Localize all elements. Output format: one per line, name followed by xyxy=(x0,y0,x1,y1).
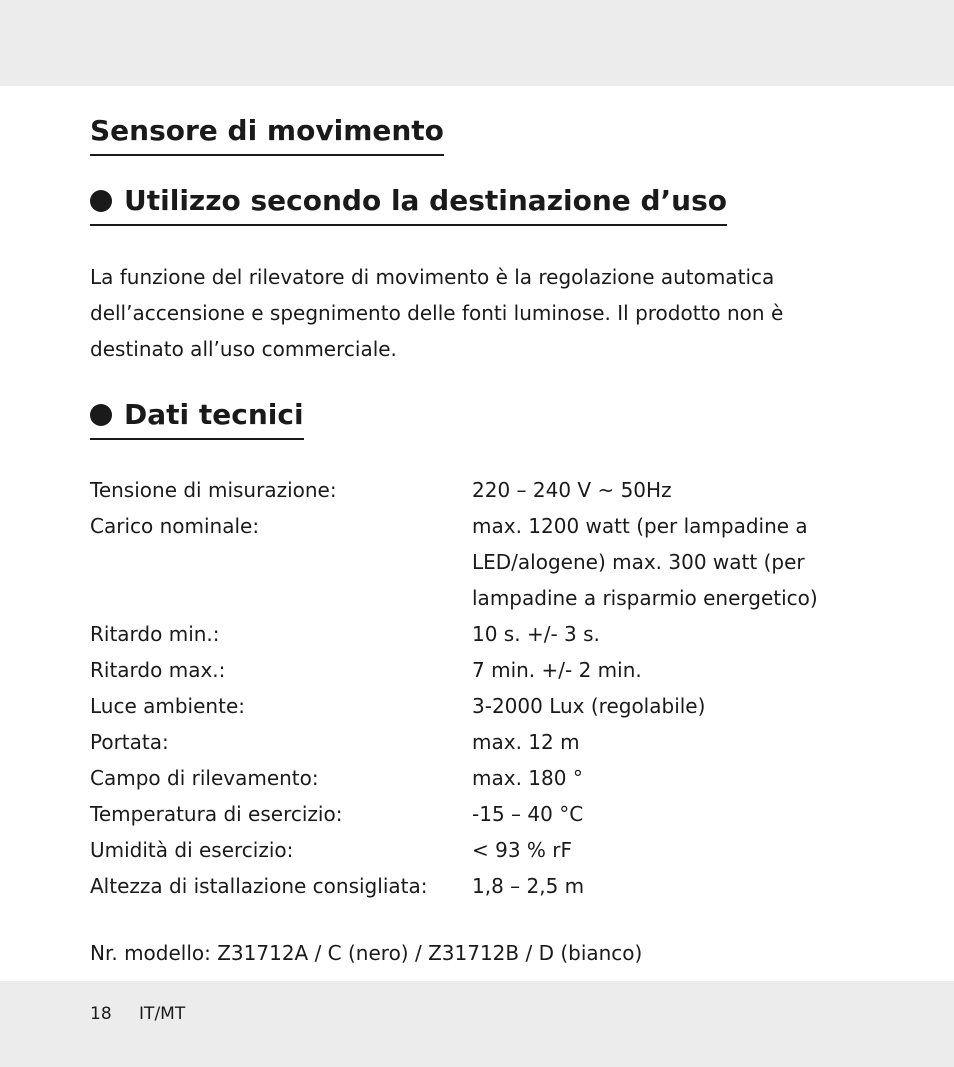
page-footer xyxy=(90,1001,185,1027)
spec-label: Campo di rilevamento: xyxy=(90,766,319,790)
spec-label: Luce ambiente: xyxy=(90,694,245,718)
spec-value: < 93 % rF xyxy=(472,838,573,862)
spec-value: 1,8 – 2,5 m xyxy=(472,874,585,898)
section-heading-intended-use xyxy=(90,182,727,226)
spec-value: 10 s. +/- 3 s. xyxy=(472,622,600,646)
spec-label: Ritardo min.: xyxy=(90,622,220,646)
spec-label: Carico nominale: xyxy=(90,514,260,538)
header-band xyxy=(0,0,954,86)
spec-value: -15 – 40 °C xyxy=(472,802,584,826)
spec-row xyxy=(90,868,880,904)
section-heading-label: Dati tecnici xyxy=(124,398,304,431)
spec-row xyxy=(90,724,880,760)
spec-row xyxy=(90,760,880,796)
spec-row xyxy=(90,796,880,832)
spec-value: max. 1200 watt (per lampadine a LED/alogene) max. 300 watt (per lampadine a risparmio energetico) xyxy=(472,514,818,610)
spec-row xyxy=(90,472,880,508)
spec-label: Altezza di istallazione consigliata: xyxy=(90,874,428,898)
language-code: IT/MT xyxy=(139,1004,186,1024)
bullet-icon xyxy=(90,190,112,212)
spec-value: 7 min. +/- 2 min. xyxy=(472,658,642,682)
spec-row xyxy=(90,688,880,724)
spec-value: max. 180 ° xyxy=(472,766,583,790)
spec-label: Umidità di esercizio: xyxy=(90,838,294,862)
spec-value: 3-2000 Lux (regolabile) xyxy=(472,694,706,718)
spec-label: Temperatura di esercizio: xyxy=(90,802,343,826)
spec-label: Ritardo max.: xyxy=(90,658,226,682)
spec-value: 220 – 240 V ~ 50Hz xyxy=(472,478,672,502)
spec-row xyxy=(90,616,880,652)
intended-use-paragraph: La funzione del rilevatore di movimento è la regolazione automatica dell’accensione e spegnimento delle fonti luminose. Il prodotto non è destinato all’uso commerciale. xyxy=(90,265,784,361)
spec-label: Portata: xyxy=(90,730,169,754)
page-number: 18 xyxy=(90,1004,112,1024)
spec-row xyxy=(90,832,880,868)
section-heading-label: Utilizzo secondo la destinazione d’uso xyxy=(124,184,728,217)
spec-row xyxy=(90,652,880,688)
page-title: Sensore di movimento xyxy=(90,112,444,156)
spec-label: Tensione di misurazione: xyxy=(90,478,337,502)
bullet-icon xyxy=(90,404,112,426)
spec-value: max. 12 m xyxy=(472,730,580,754)
model-number: Nr. modello: Z31712A / C (nero) / Z31712B / D (bianco) xyxy=(90,941,643,965)
spec-row xyxy=(90,508,880,616)
technical-data-table xyxy=(90,472,880,904)
section-heading-technical-data xyxy=(90,396,304,440)
